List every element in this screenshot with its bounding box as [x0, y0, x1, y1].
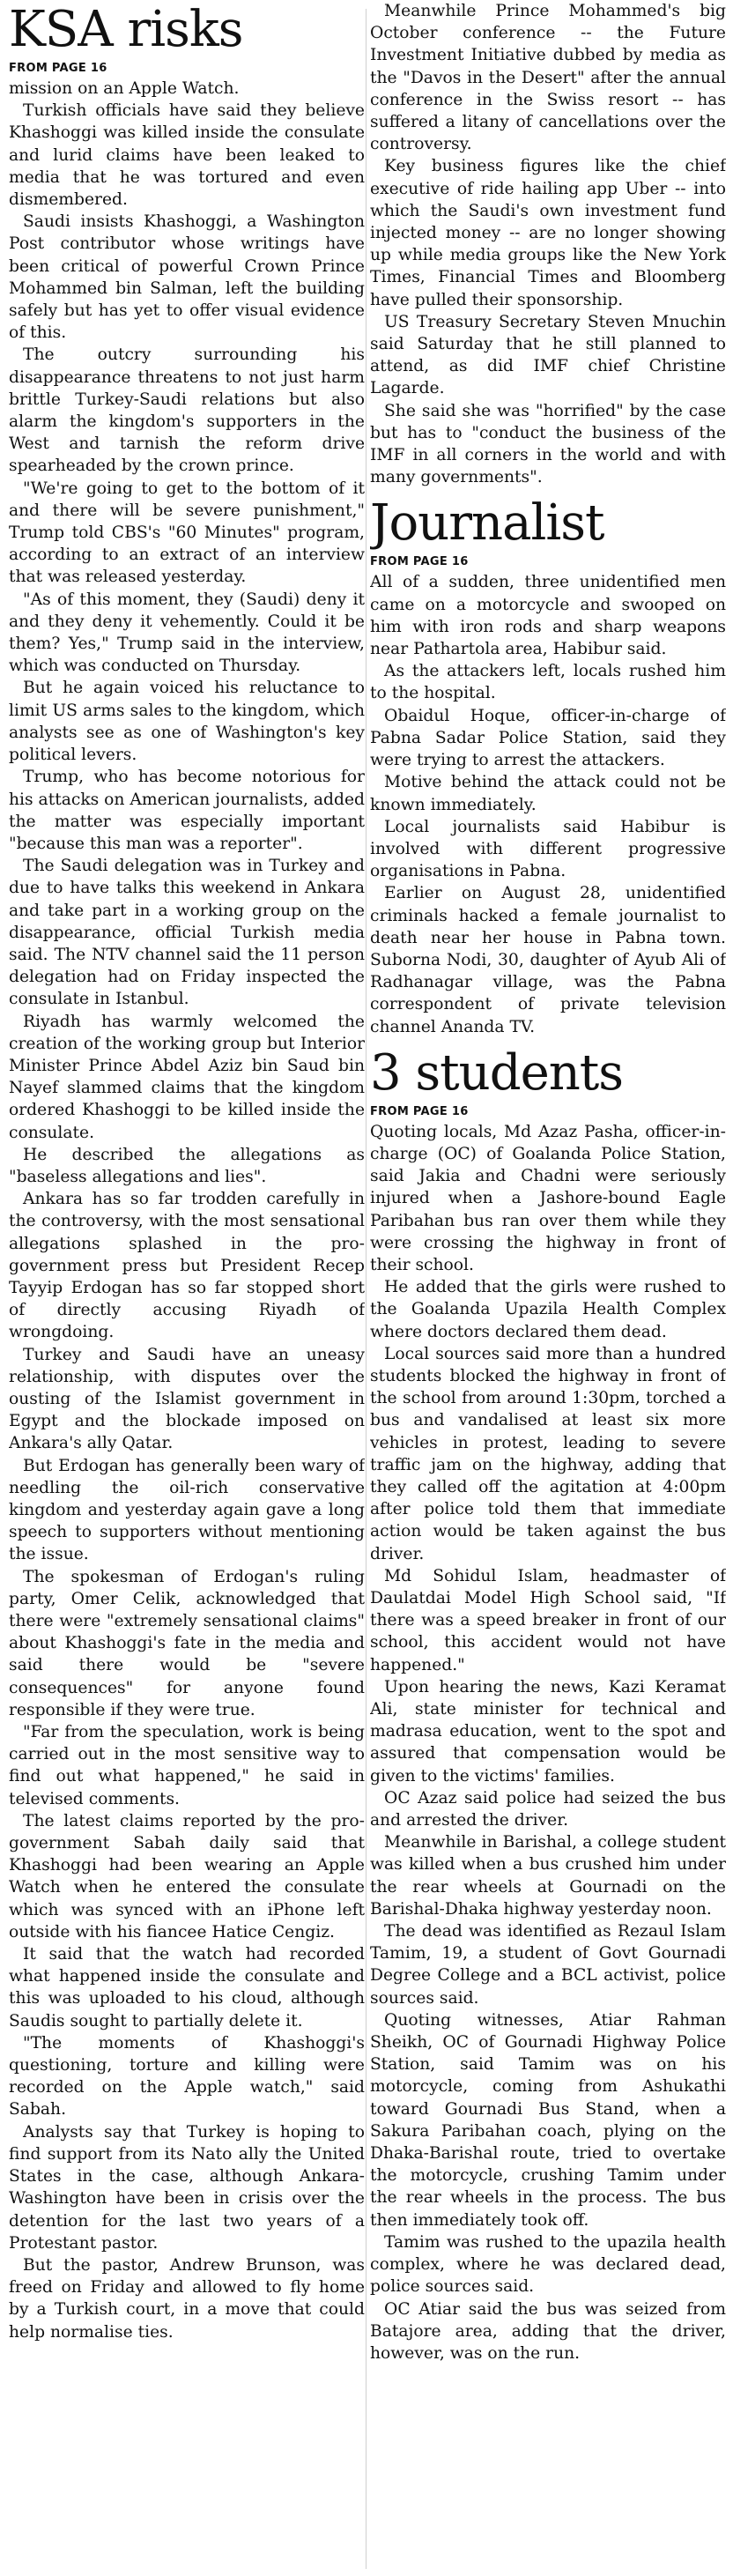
story-paragraph: Meanwhile in Barishal, a college student was killed when a bus crushed him under the rear wheels at Gournadi on the Barishal-Dhaka highway yesterday noon.: [370, 1833, 726, 1919]
story-paragraph: Earlier on August 28, unidentified criminals hacked a female journalist to death near her house in Pabna town. Suborna Nodi, 30, daughter of Ayub Ali of Radhanagar village, was the Pabna correspondent of private television channel Ananda TV.: [370, 884, 726, 1036]
story-paragraph: But Erdogan has generally been wary of needling the oil-rich conservative kingdom and yesterday again gave a long speech to supporters without mentioning the issue.: [9, 1456, 365, 1564]
story-paragraph: Turkish officials have said they believe Khashoggi was killed inside the consulate and lurid claims have been leaked to media that he was tortured and even dismembered.: [9, 101, 365, 210]
story-paragraph: OC Atiar said the bus was seized from Batajore area, adding that the driver, however, was on the run.: [370, 2299, 726, 2363]
story-paragraph: OC Azaz said police had seized the bus and arrested the driver.: [370, 1788, 726, 1830]
story-paragraph: The dead was identified as Rezaul Islam Tamim, 19, a student of Govt Gournadi Degree College and a BCL activist, police sources said.: [370, 1922, 726, 2008]
story-paragraph: He added that the girls were rushed to the Goalanda Upazila Health Complex where doctors declared them dead.: [370, 1278, 726, 1341]
story-paragraph: Obaidul Hoque, officer-in-charge of Pabna Sadar Police Station, said they were trying to arrest the attackers.: [370, 706, 726, 770]
story-paragraph: Quoting witnesses, Atiar Rahman Sheikh, OC of Gournadi Highway Police Station, said Tamim was on his motorcycle, coming from Ashukathi toward Gournadi Bus Stand, when a Sakura Paribahan coach, plying on the Dhaka-Barishal route, tried to overtake the motorcycle, crushing Tamim under the rear wheels in the process. The bus then immediately took off.: [370, 2010, 726, 2230]
story-paragraph: But he again voiced his reluctance to limit US arms sales to the kingdom, which analysts see as one of Washington's key political levers.: [9, 679, 365, 765]
story-headline: KSA risks: [9, 1, 243, 58]
story-paragraph: All of a sudden, three unidentified men came on a motorcycle and swooped on him with iron rods and sharp weapons near Pathartola area, Habibur said.: [370, 573, 726, 659]
story-paragraph: Motive behind the attack could not be known immediately.: [370, 773, 726, 814]
story-paragraph: But the pastor, Andrew Brunson, was freed on Friday and allowed to fly home by a Turkish court, in a move that could help normalise ties.: [9, 2255, 365, 2342]
story-paragraph: Trump, who has become notorious for his attacks on American journalists, added the matter was especially important "because this man was a reporter".: [9, 768, 365, 853]
story-paragraph: "The moments of Khashoggi's questioning, torture and killing were recorded on the Apple watch," said Sabah.: [9, 2033, 365, 2119]
story-paragraph: He described the allegations as "baseless allegations and lies".: [9, 1145, 365, 1186]
story-paragraph: As the attackers left, locals rushed him to the hospital.: [370, 662, 726, 703]
column-left: [9, 0, 365, 2576]
story-paragraph: Tamim was rushed to the upazila health complex, where he was declared dead, police sources said.: [370, 2232, 726, 2297]
story-paragraph: Meanwhile Prince Mohammed's big October conference -- the Future Investment Initiative dubbed by media as the "Davos in the Desert" after the annual conference in the Swiss resort -- has suffered a litany of cancellations over the controversy.: [370, 2, 726, 154]
story-paragraph: The outcry surrounding his disappearance threatens to not just harm brittle Turkey-Saudi relations but also alarm the kingdom's supporters in the West and tarnish the reform drive spearheaded by the crown prince.: [9, 345, 365, 476]
story-paragraph: The spokesman of Erdogan's ruling party, Omer Celik, acknowledged that there were "extremely sensational claims" about Khashoggi's fate in the media and said there would be "severe consequences" for anyone found responsible if they were true.: [9, 1567, 365, 1719]
story-journalist: [370, 495, 726, 1037]
story-paragraph: Saudi insists Khashoggi, a Washington Post contributor whose writings have been critical of powerful Crown Prince Mohammed bin Salman, left the building safely but has yet to offer visual evidence of this.: [9, 212, 365, 343]
story-headline: 3 students: [370, 1043, 624, 1102]
story-paragraph: mission on an Apple Watch.: [9, 79, 240, 98]
story-paragraph: Upon hearing the news, Kazi Keramat Ali, state minister for technical and madrasa education, went to the spot and assured that compensation would be given to the victims' families.: [370, 1677, 726, 1785]
story-paragraph: The Saudi delegation was in Turkey and due to have talks this weekend in Ankara and take part in a working group on the disappearance, official Turkish media said. The NTV channel said the 11 person delegation had on Friday inspected the consulate in Istanbul.: [9, 857, 365, 1009]
story-paragraph: "We're going to get to the bottom of it and there will be severe punishment," Trump told CBS's "60 Minutes" program, according to an extract of an interview that was released yesterday.: [9, 479, 365, 587]
story-ksa-risks-continued: [370, 0, 726, 488]
story-source-label: FROM PAGE 16: [370, 1104, 469, 1118]
column-right: [370, 0, 726, 2576]
story-paragraph: US Treasury Secretary Steven Mnuchin said Saturday that he still planned to attend, as did IMF chief Christine Lagarde.: [370, 312, 726, 398]
story-paragraph: Key business figures like the chief executive of ride hailing app Uber -- into which the Saudi's own investment fund injected money -- are no longer showing up while media groups like the New York Times, Financial Times and Bloomberg have pulled their sponsorship.: [370, 157, 726, 309]
story-source-label: FROM PAGE 16: [370, 555, 469, 569]
story-paragraph: Turkey and Saudi have an uneasy relationship, with disputes over the ousting of the Islamist government in Egypt and the blockade imposed on Ankara's ally Qatar.: [9, 1345, 365, 1453]
story-paragraph: "As of this moment, they (Saudi) deny it and they deny it vehemently. Could it be them? Yes," Trump said in the interview, which was conducted on Thursday.: [9, 590, 365, 676]
story-paragraph: Md Sohidul Islam, headmaster of Daulatdai Model High School said, "If there was a speed breaker in front of our school, this accident would not have happened.": [370, 1566, 726, 1674]
story-3-students: [370, 1045, 726, 2364]
story-source-label: FROM PAGE 16: [9, 62, 107, 75]
story-paragraph: Local journalists said Habibur is involved with different progressive organisations in Pabna.: [370, 817, 726, 881]
story-paragraph: Riyadh has warmly welcomed the creation of the working group but Interior Minister Prince Abdel Aziz bin Saud bin Nayef slammed claims that the kingdom ordered Khashoggi to be killed inside the consulate.: [9, 1012, 365, 1142]
story-paragraph: Local sources said more than a hundred students blocked the highway in front of the school from around 1:30pm, torched a bus and vandalised at least six more vehicles in protest, leading to severe traffic jam on the highway, adding that they called off the agitation at 4:00pm after police told them that immediate action would be taken against the bus driver.: [370, 1344, 726, 1563]
story-paragraph: The latest claims reported by the pro-government Sabah daily said that Khashoggi had been wearing an Apple Watch when he entered the consulate which was synced with an iPhone left outside with his fiancee Hatice Cengiz.: [9, 1811, 365, 1941]
story-paragraph: It said that the watch had recorded what happened inside the consulate and this was uploaded to his cloud, although Saudis sought to partially delete it.: [9, 1945, 365, 2030]
story-headline: Journalist: [370, 494, 604, 553]
story-ksa-risks: [9, 2, 365, 2343]
story-paragraph: "Far from the speculation, work is being carried out in the most sensitive way to find out what happened," he said in televised comments.: [9, 1723, 365, 1808]
story-paragraph: Quoting locals, Md Azaz Pasha, officer-in-charge (OC) of Goalanda Police Station, said Jakia and Chadni were seriously injured when a Jashore-bound Eagle Paribahan bus ran over them while they were crossing the highway in front of their school.: [370, 1122, 726, 1274]
story-paragraph: She said she was "horrified" by the case but has to "conduct the business of the IMF in all corners in the world and with many governments".: [370, 401, 726, 487]
story-paragraph: Ankara has so far trodden carefully in the controversy, with the most sensational allegations splashed in the pro-government press but President Recep Tayyip Erdogan has so far stopped short of directly accusing Riyadh of wrongdoing.: [9, 1190, 365, 1342]
story-paragraph: Analysts say that Turkey is hoping to find support from its Nato ally the United States in the case, although Ankara-Washington have been in crisis over the detention for the last two years of a Protestant pastor.: [9, 2122, 365, 2253]
